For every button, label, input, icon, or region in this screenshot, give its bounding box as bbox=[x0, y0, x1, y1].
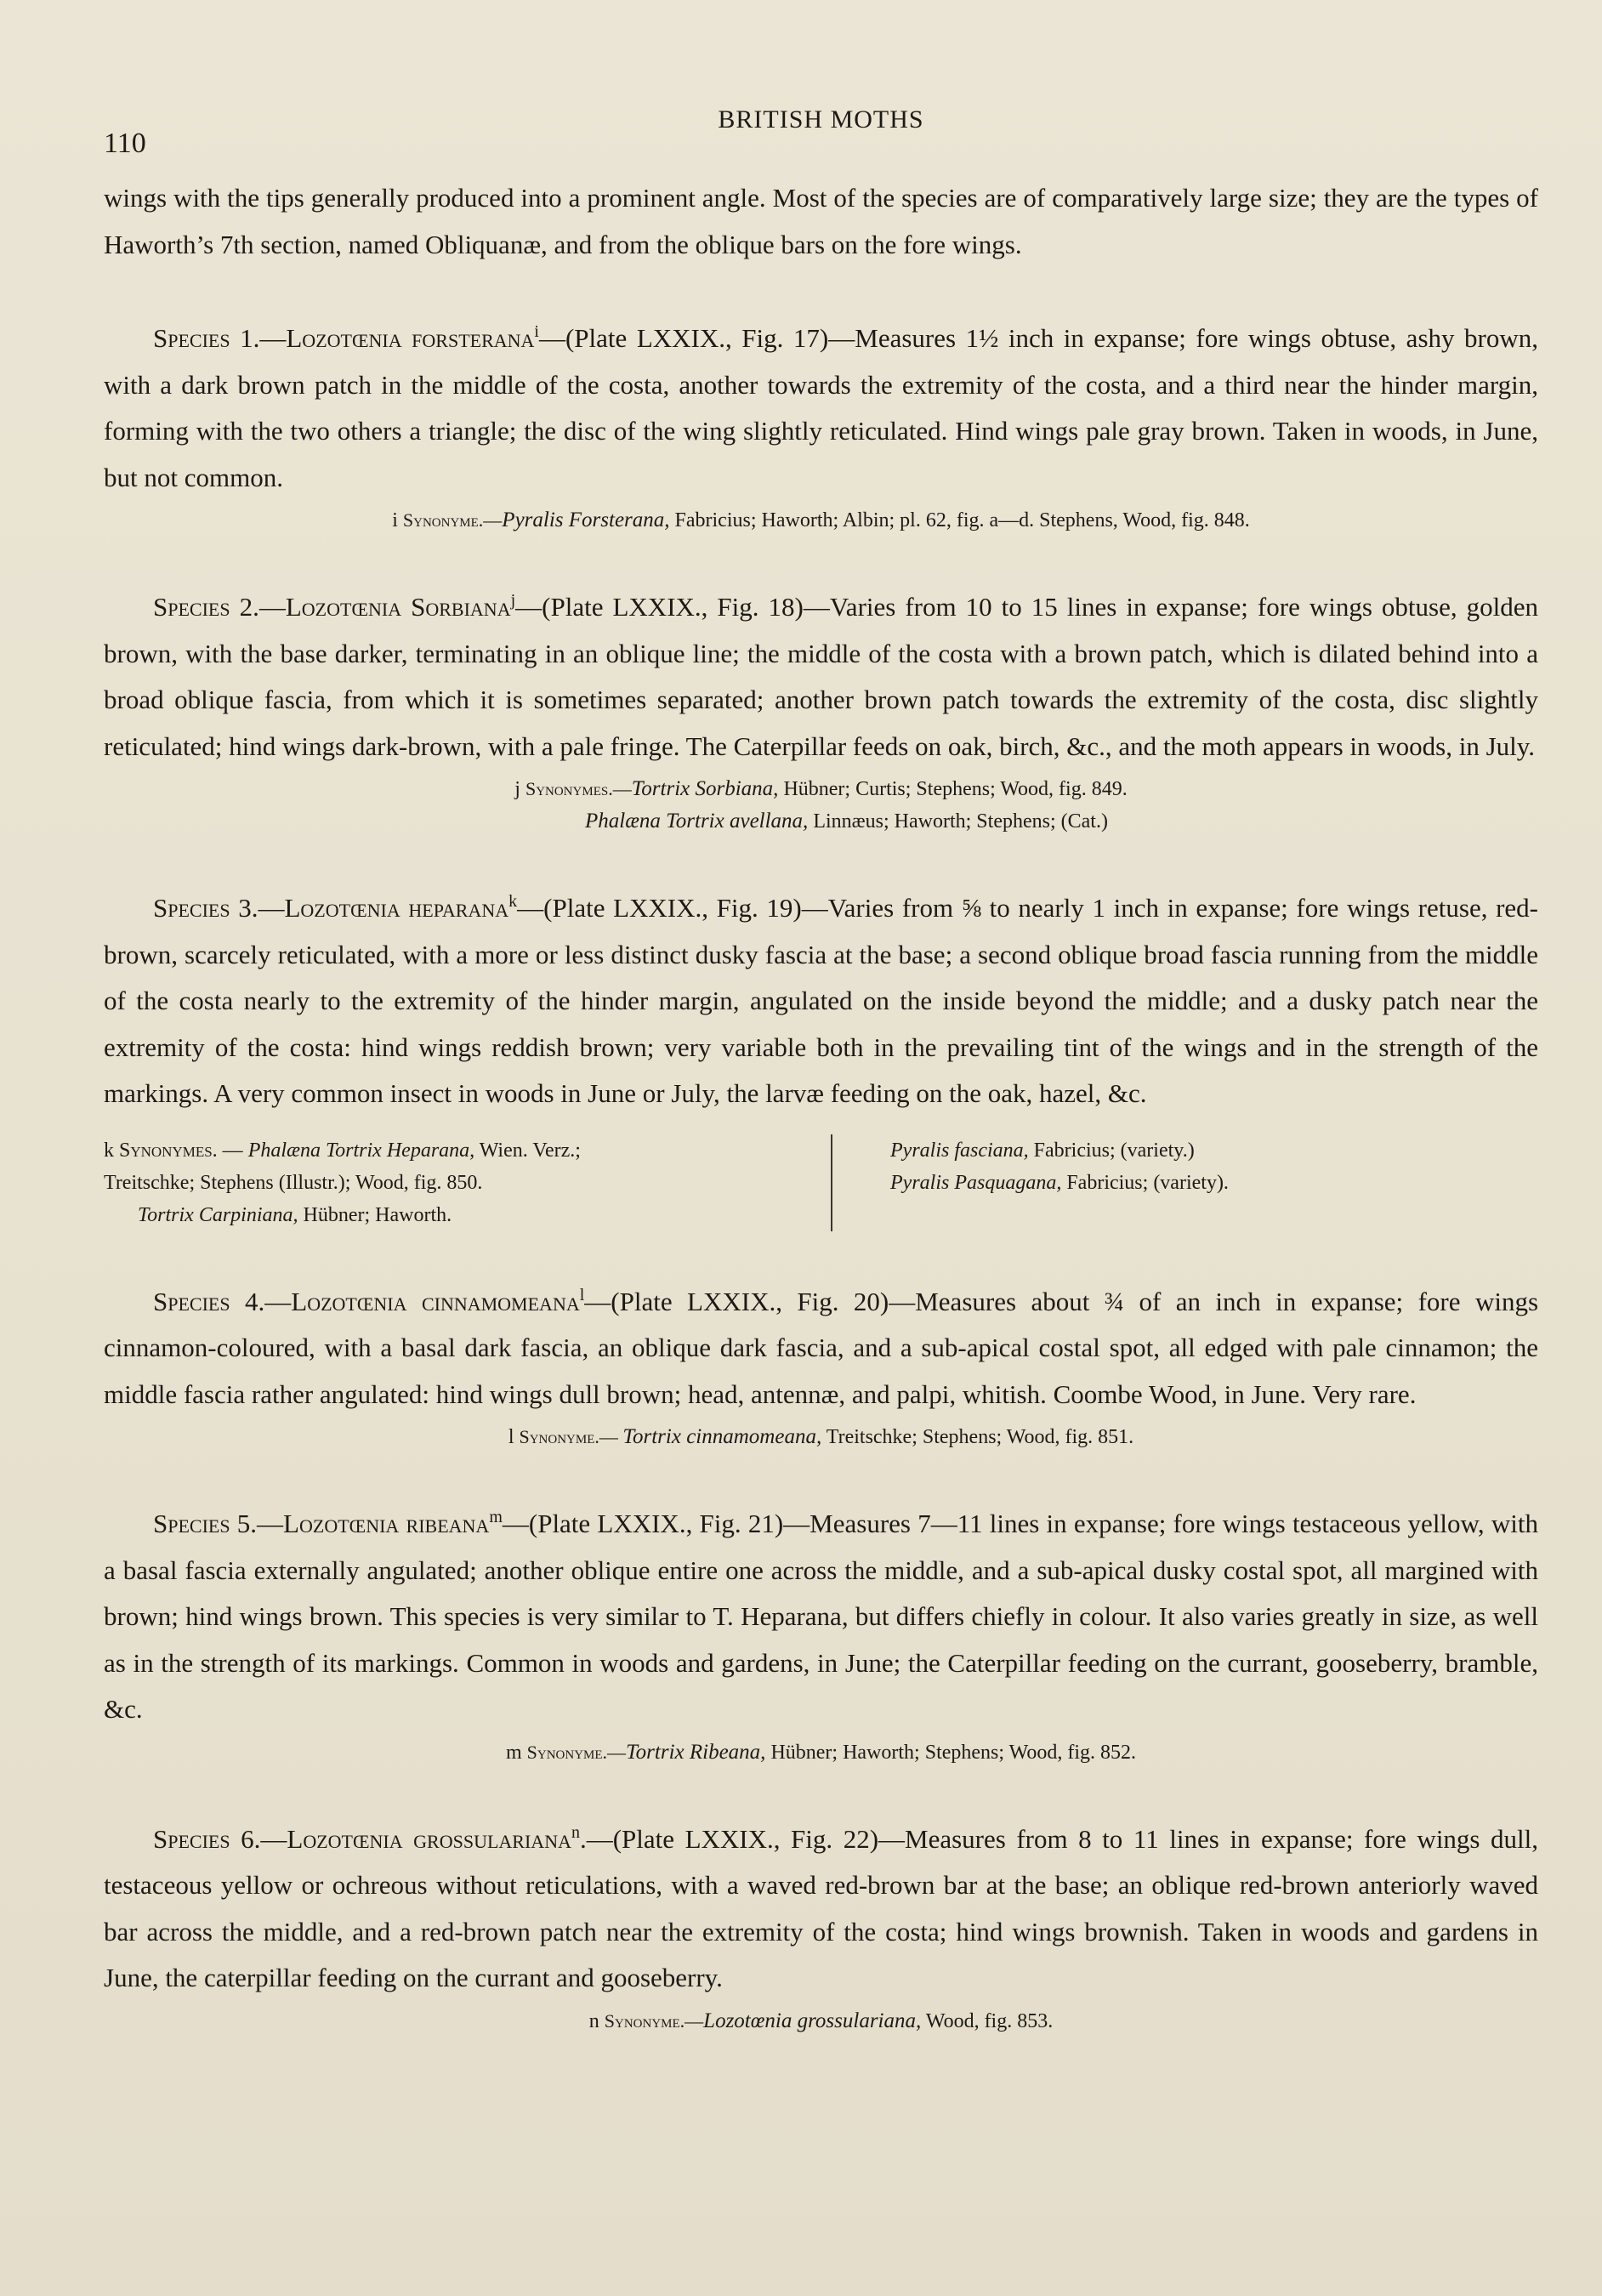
footnote-mark: i bbox=[534, 322, 539, 341]
footnote-line bbox=[866, 1167, 1229, 1199]
species-text: —(Plate LXXIX., Fig. 20)—Measures about ¾ of an inch in expanse; fore wings cinnamon-coloured, with a basal dark fascia, an oblique dark fascia, and a sub-apical costal spot, all edged with pale cinnamon; the middle fascia rather angulated: hind wings dull brown; head, antennæ, and palpi, whitish. Coombe Wood, in June. Very rare. bbox=[104, 1286, 1539, 1409]
footnote-mark: n bbox=[571, 1822, 580, 1842]
footnote bbox=[104, 1736, 1538, 1769]
species-paragraph bbox=[104, 315, 1538, 501]
species-paragraph bbox=[104, 1501, 1538, 1733]
footnote-mark: m bbox=[489, 1508, 503, 1526]
footnote-letter: l bbox=[508, 1426, 520, 1448]
footnote-line bbox=[866, 1134, 1229, 1167]
species-text: —(Plate LXXIX., Fig. 19)—Varies from ⅝ to nearly 1 inch in expanse; fore wings retuse, red-brown, scarcely reticulated, with a more or less distinct dusky fascia at the base; a second oblique broad fascia running from the middle of the costa nearly to the extremity of the hinder margin, angulated on the inside beyond the middle; and a dusky patch near the extremity of the costa: hind wings reddish brown; very variable both in the prevailing tint of the wings and in the strength of the markings. A very common insect in woods in June or July, the larvæ feeding on the oak, hazel, &c. bbox=[104, 893, 1538, 1108]
footnote-text: Hübner; Haworth; Stephens; Wood, fig. 852. bbox=[765, 1741, 1137, 1764]
footnote-line bbox=[104, 1167, 814, 1199]
footnote-line bbox=[104, 1134, 814, 1167]
page-header bbox=[104, 0, 1538, 170]
footnote bbox=[104, 1421, 1538, 1453]
species-text: .—(Plate LXXIX., Fig. 22)—Measures from 8 to 11 lines in expanse; fore wings dull, testaceous yellow or ochreous without reticulations, with a waved red-brown bar at the base; an oblique red-brown anteriorly waved bar across the middle, and a red-brown patch near the extremity of the costa; hind wings brownish. Taken in woods and gardens in June, the caterpillar feeding on the currant and gooseberry. bbox=[104, 1823, 1539, 1992]
footnote-taxon: Tortrix cinnamomeana, bbox=[622, 1425, 822, 1448]
footnote-line bbox=[104, 1199, 814, 1231]
species-label: Species 6.—Lozotœnia grossulariana bbox=[153, 1823, 571, 1854]
footnote-taxon: Tortrix Sorbiana, bbox=[631, 777, 779, 800]
footnote-text: Fabricius; (variety.) bbox=[1028, 1139, 1195, 1162]
footnote-taxon: Pyralis Forsterana, bbox=[502, 509, 670, 531]
species-label: Species 2.—Lozotœnia Sorbiana bbox=[153, 592, 511, 622]
species-paragraph bbox=[104, 1279, 1538, 1418]
footnote-column-left bbox=[104, 1134, 832, 1231]
footnote-taxon: Phalæna Tortrix avellana, bbox=[585, 810, 809, 833]
species-paragraph bbox=[104, 1816, 1538, 2002]
species-entry bbox=[104, 584, 1538, 838]
species-text: —(Plate LXXIX., Fig. 17)—Measures 1½ inch in expanse; fore wings obtuse, ashy brown, with a dark brown patch in the middle of the costa, another towards the extremity of the costa, and a third near the hinder margin, forming with the two others a triangle; the disc of the wing slightly reticulated. Hind wings pale gray brown. Taken in woods, in June, but not common. bbox=[104, 323, 1539, 492]
footnote-taxon: Tortrix Ribeana, bbox=[626, 1740, 766, 1764]
footnote-letter: k bbox=[104, 1139, 119, 1162]
species-label: Species 3.—Lozotœnia heparana bbox=[153, 893, 509, 923]
footnote-label: Synonymes.— bbox=[525, 778, 632, 799]
running-head: BRITISH MOTHS bbox=[718, 105, 924, 134]
footnote-column-right bbox=[832, 1134, 1229, 1231]
footnote bbox=[104, 2005, 1538, 2037]
footnote-text: Linnæus; Haworth; Stephens; (Cat.) bbox=[808, 810, 1108, 833]
species-entry bbox=[104, 1501, 1538, 1769]
species-label: Species 4.—Lozotœnia cinnamomeana bbox=[153, 1286, 580, 1316]
footnote-taxon: Pyralis Pasquagana, bbox=[890, 1171, 1062, 1194]
footnote-text: Treitschke; Stephens; Wood, fig. 851. bbox=[821, 1426, 1134, 1448]
footnote-mark: j bbox=[510, 591, 516, 610]
footnote-text: Hübner; Curtis; Stephens; Wood, fig. 849. bbox=[778, 778, 1128, 800]
footnote-taxon: Phalæna Tortrix Heparana, bbox=[247, 1139, 475, 1162]
species-paragraph bbox=[104, 885, 1538, 1117]
intro-paragraph: wings with the tips generally produced into a prominent angle. Most of the species are of comparatively large size; they are the types of Haworth’s 7th section, named Obliquanæ, and from the oblique bars on the fore wings. bbox=[104, 183, 1538, 259]
species-entry bbox=[104, 315, 1538, 537]
footnote-label: Synonyme.— bbox=[402, 509, 503, 531]
footnote-text: Wien. Verz.; bbox=[474, 1139, 581, 1162]
species-text: —(Plate LXXIX., Fig. 21)—Measures 7—11 lines in expanse; fore wings testaceous yellow, with a basal fascia externally angulated; another oblique entire one across the middle, and a sub-apical dusky costal spot, all margined with brown; hind wings brown. This species is very similar to T. Heparana, but differs chiefly in colour. It also varies greatly in size, as well as in the strength of its markings. Common in woods and gardens, in June; the Caterpillar feeding on the currant, gooseberry, bramble, &c. bbox=[104, 1509, 1538, 1724]
footnote-taxon: Lozotœnia grossulariana, bbox=[703, 2009, 922, 2032]
species-entry bbox=[104, 1279, 1538, 1454]
species-label: Species 1.—Lozotœnia forsterana bbox=[153, 323, 535, 353]
footnote-text: Fabricius; Haworth; Albin; pl. 62, fig. a—d. Stephens, Wood, fig. 848. bbox=[669, 509, 1250, 531]
footnote bbox=[104, 504, 1538, 537]
footnote-text: Fabricius; (variety). bbox=[1061, 1171, 1229, 1194]
footnote-label: Synonyme.— bbox=[519, 1426, 623, 1447]
footnote-letter: j bbox=[514, 778, 525, 800]
footnote-text: Treitschke; Stephens (Illustr.); Wood, fig. 850. bbox=[104, 1171, 483, 1194]
species-text: —(Plate LXXIX., Fig. 18)—Varies from 10 to 15 lines in expanse; fore wings obtuse, golden brown, with the base darker, terminating in an oblique line; the middle of the costa with a brown patch, which is dilated behind into a broad oblique fascia, from which it is sometimes separated; another brown patch towards the extremity of the costa, disc slightly reticulated; hind wings dark-brown, with a pale fringe. The Caterpillar feeds on oak, birch, &c., and the moth appears in woods, in July. bbox=[104, 592, 1538, 761]
species-entry bbox=[104, 885, 1538, 1231]
footnote-label: Synonyme.— bbox=[526, 1741, 627, 1763]
species-entry bbox=[104, 1816, 1538, 2037]
footnote-label: Synonyme.— bbox=[604, 2009, 704, 2032]
footnote-mark: k bbox=[508, 892, 518, 911]
footnote-mark: l bbox=[579, 1285, 585, 1304]
footnote-taxon: Pyralis fasciana, bbox=[890, 1139, 1029, 1162]
species-paragraph bbox=[104, 584, 1538, 770]
footnote-label: Synonymes. — bbox=[119, 1139, 248, 1162]
footnote-text: Wood, fig. 853. bbox=[921, 2009, 1054, 2032]
footnote-two-column bbox=[104, 1134, 1538, 1231]
footnote-taxon: Tortrix Carpiniana, bbox=[138, 1203, 298, 1226]
footnote-letter: m bbox=[505, 1741, 527, 1764]
footnote-letter: n bbox=[588, 2009, 605, 2032]
footnote bbox=[104, 773, 1538, 838]
species-label: Species 5.—Lozotœnia ribeana bbox=[153, 1509, 490, 1538]
footnote-letter: i bbox=[392, 509, 403, 531]
footnote-text: Hübner; Haworth. bbox=[298, 1203, 452, 1226]
page-number: 110 bbox=[104, 128, 146, 159]
